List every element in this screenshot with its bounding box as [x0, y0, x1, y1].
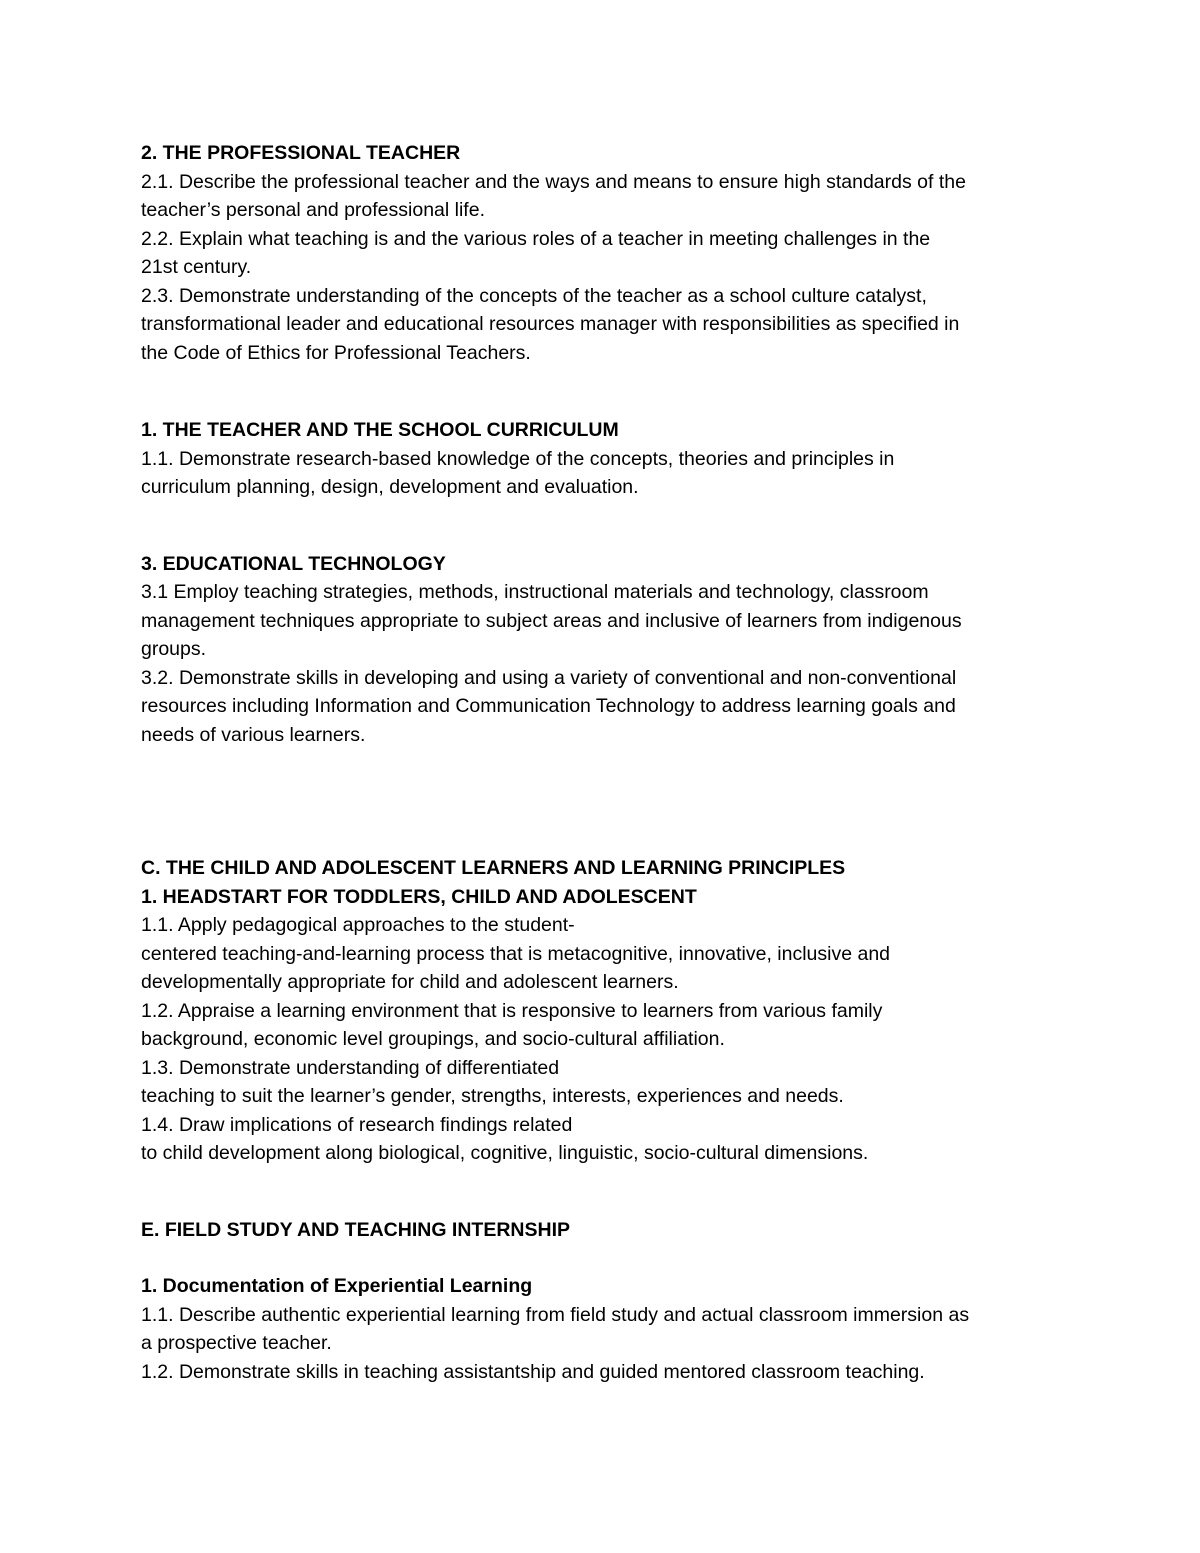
outcome-line: 2.3. Demonstrate understanding of the concepts of the teacher as a school culture catalyst,	[141, 284, 927, 307]
outcome-line: 1.1. Demonstrate research-based knowledge of the concepts, theories and principles in	[141, 447, 895, 470]
outcome-line: 2.1. Describe the professional teacher and the ways and means to ensure high standards of the	[141, 170, 966, 193]
outcome-line: 1.3. Demonstrate understanding of differentiated	[141, 1056, 560, 1079]
outcome-line: 3.2. Demonstrate skills in developing and using a variety of conventional and non-conventional	[141, 666, 957, 689]
outcome-item	[141, 1054, 1071, 1111]
outcome-item	[141, 1111, 1071, 1168]
outcome-line: management techniques appropriate to subject areas and inclusive of learners from indigenous	[141, 609, 962, 632]
outcome-item	[141, 578, 1071, 664]
section-heading: C. THE CHILD AND ADOLESCENT LEARNERS AND LEARNING PRINCIPLES	[141, 857, 846, 879]
outcome-item	[141, 225, 1071, 282]
outcome-line: background, economic level groupings, and socio-cultural affiliation.	[141, 1028, 725, 1050]
outcome-line: teacher’s personal and professional life.	[141, 199, 485, 221]
outcome-line: 1.2. Appraise a learning environment that is responsive to learners from various family	[141, 999, 883, 1022]
document-page	[141, 139, 1071, 1386]
outcome-line: centered teaching-and-learning process that is metacognitive, innovative, inclusive and	[141, 942, 891, 965]
outcome-line: 1.2. Demonstrate skills in teaching assistantship and guided mentored classroom teaching.	[141, 1360, 925, 1383]
section-school-curriculum	[141, 416, 1071, 502]
outcome-item	[141, 282, 1071, 368]
outcome-line: the Code of Ethics for Professional Teachers.	[141, 341, 531, 364]
outcome-line: a prospective teacher.	[141, 1332, 332, 1354]
outcome-line: transformational leader and educational resources manager with responsibilities as specified in	[141, 313, 960, 335]
section-heading: 2. THE PROFESSIONAL TEACHER	[141, 142, 461, 164]
outcome-line: needs of various learners.	[141, 723, 366, 746]
outcome-line: to child development along biological, cognitive, linguistic, socio-cultural dimensions.	[141, 1142, 869, 1164]
outcome-line: teaching to suit the learner’s gender, strengths, interests, experiences and needs.	[141, 1085, 844, 1107]
outcome-item	[141, 997, 1071, 1054]
section-field-study	[141, 1216, 1071, 1387]
outcome-line: 21st century.	[141, 256, 252, 278]
section-heading: 3. EDUCATIONAL TECHNOLOGY	[141, 552, 446, 575]
outcome-line: developmentally appropriate for child and adolescent learners.	[141, 971, 679, 993]
outcome-line: curriculum planning, design, development and evaluation.	[141, 476, 639, 498]
outcome-line: 1.1. Apply pedagogical approaches to the student-	[141, 914, 575, 936]
outcome-item	[141, 445, 1071, 502]
outcome-line: 3.1 Employ teaching strategies, methods, instructional materials and technology, classroom	[141, 581, 929, 603]
outcome-line: groups.	[141, 638, 207, 660]
section-child-adolescent	[141, 854, 1071, 1168]
section-subheading: 1. Documentation of Experiential Learning	[141, 1275, 533, 1297]
outcome-item	[141, 168, 1071, 225]
section-heading: E. FIELD STUDY AND TEACHING INTERNSHIP	[141, 1218, 571, 1241]
outcome-line: 2.2. Explain what teaching is and the various roles of a teacher in meeting challenges in the	[141, 227, 931, 250]
outcome-line: resources including Information and Communication Technology to address learning goals and	[141, 695, 956, 717]
section-educational-technology	[141, 550, 1071, 750]
outcome-item	[141, 664, 1071, 750]
outcome-item	[141, 911, 1071, 997]
outcome-item	[141, 1301, 1071, 1358]
section-heading: 1. THE TEACHER AND THE SCHOOL CURRICULUM	[141, 419, 619, 441]
section-subheading: 1. HEADSTART FOR TODDLERS, CHILD AND ADOLESCENT	[141, 885, 697, 908]
section-professional-teacher	[141, 139, 1071, 367]
outcome-line: 1.4. Draw implications of research findings related	[141, 1113, 573, 1136]
outcome-item	[141, 1358, 1071, 1387]
outcome-line: 1.1. Describe authentic experiential learning from field study and actual classroom immersion as	[141, 1303, 970, 1326]
